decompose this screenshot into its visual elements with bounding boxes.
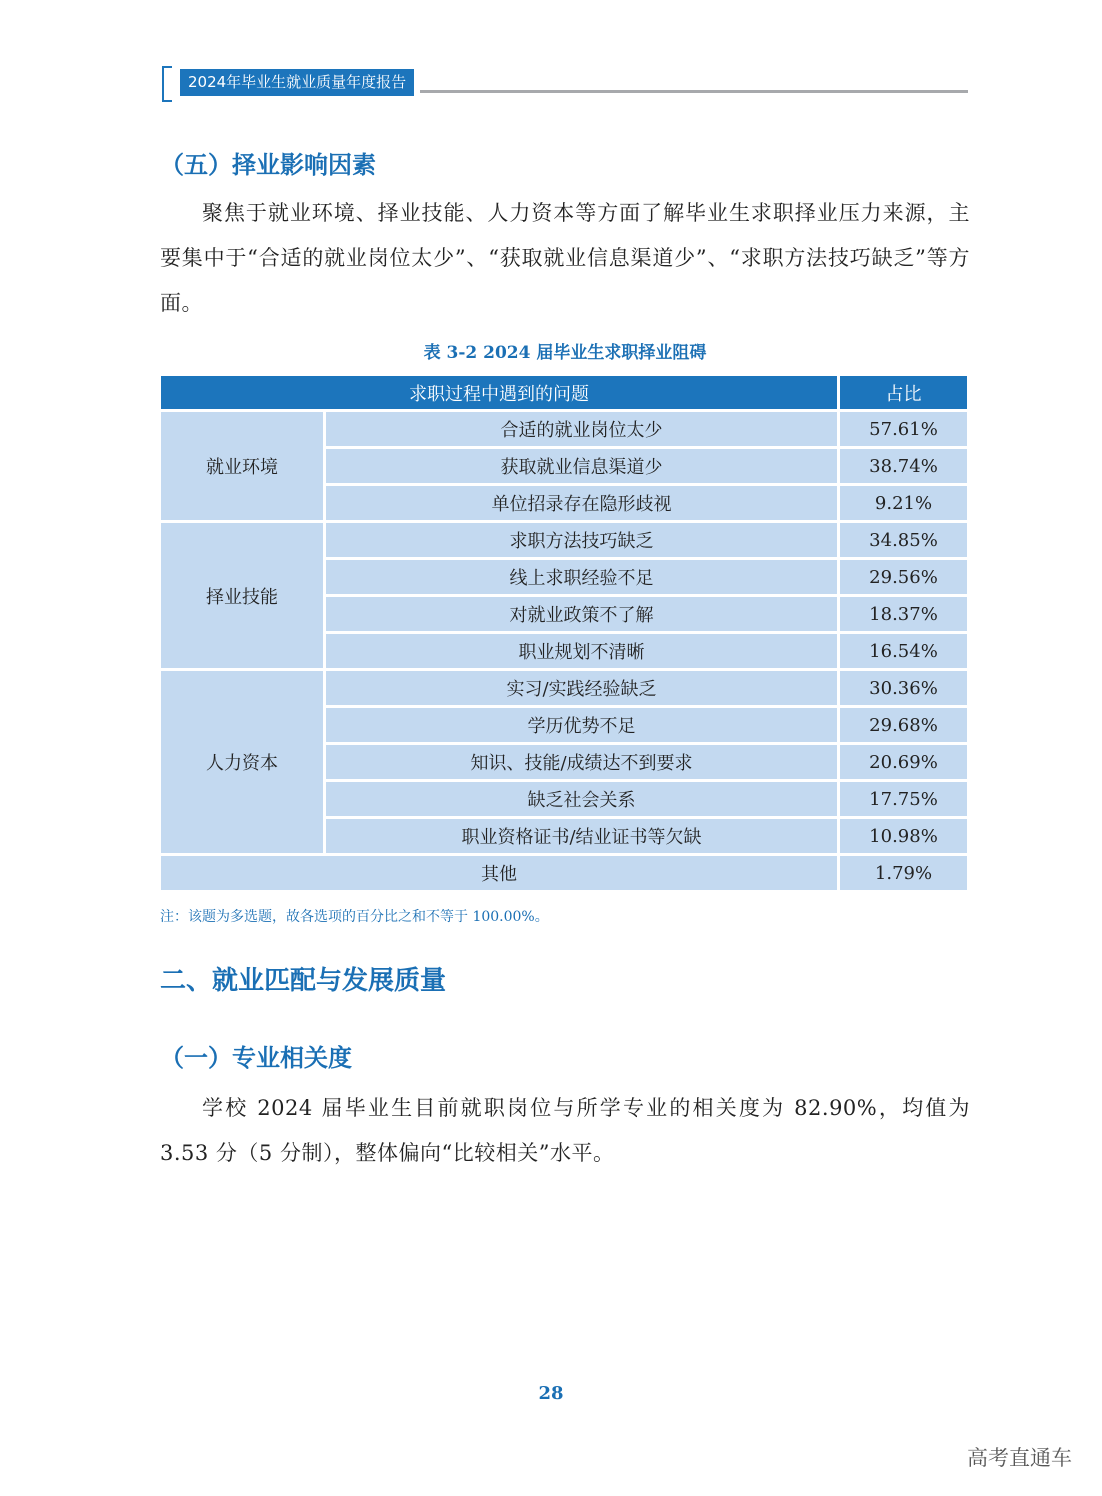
table-row (161, 671, 967, 705)
value-cell: 18.37% (840, 597, 967, 631)
table-row (161, 523, 967, 557)
obstacles-table (158, 373, 970, 893)
item-cell: 对就业政策不了解 (326, 597, 837, 631)
table-row (161, 412, 967, 446)
item-cell-other: 其他 (161, 856, 837, 890)
header-bracket (162, 66, 172, 102)
item-cell: 求职方法技巧缺乏 (326, 523, 837, 557)
item-cell: 线上求职经验不足 (326, 560, 837, 594)
table-row-other (161, 856, 967, 890)
value-cell: 17.75% (840, 782, 967, 816)
column-header-share: 占比 (840, 376, 967, 409)
table-caption: 表 3-2 2024 届毕业生求职择业阻碍 (423, 343, 707, 363)
category-cell: 人力资本 (161, 671, 323, 853)
factors-paragraph: 聚焦于就业环境、择业技能、人力资本等方面了解毕业生求职择业压力来源，主要集中于“合适的就业岗位太少”、“获取就业信息渠道少”、“求职方法技巧缺乏”等方面。 (160, 201, 970, 315)
category-cell: 择业技能 (161, 523, 323, 668)
part-heading-matching: 二、就业匹配与发展质量 (160, 966, 447, 996)
section-heading-factors: （五）择业影响因素 (160, 151, 376, 179)
item-cell: 学历优势不足 (326, 708, 837, 742)
item-cell: 合适的就业岗位太少 (326, 412, 837, 446)
value-cell: 10.98% (840, 819, 967, 853)
value-cell: 20.69% (840, 745, 967, 779)
page-header (162, 66, 968, 100)
category-cell: 就业环境 (161, 412, 323, 520)
item-cell: 知识、技能/成绩达不到要求 (326, 745, 837, 779)
section-heading-relevance: （一）专业相关度 (160, 1044, 352, 1072)
item-cell: 实习/实践经验缺乏 (326, 671, 837, 705)
table-header-row (161, 376, 967, 409)
header-title: 2024年毕业生就业质量年度报告 (180, 69, 414, 96)
value-cell: 29.56% (840, 560, 967, 594)
column-header-problem: 求职过程中遇到的问题 (161, 376, 837, 409)
item-cell: 职业资格证书/结业证书等欠缺 (326, 819, 837, 853)
header-rule (420, 90, 968, 93)
item-cell: 职业规划不清晰 (326, 634, 837, 668)
value-cell: 30.36% (840, 671, 967, 705)
item-cell: 缺乏社会关系 (326, 782, 837, 816)
item-cell: 获取就业信息渠道少 (326, 449, 837, 483)
value-cell: 29.68% (840, 708, 967, 742)
table-note: 注：该题为多选题，故各选项的百分比之和不等于 100.00%。 (160, 909, 549, 925)
page-number: 28 (538, 1383, 564, 1404)
value-cell: 16.54% (840, 634, 967, 668)
watermark: 高考直通车 (967, 1446, 1072, 1470)
relevance-paragraph: 学校 2024 届毕业生目前就职岗位与所学专业的相关度为 82.90%，均值为 3.53 分（5 分制），整体偏向“比较相关”水平。 (160, 1096, 970, 1165)
item-cell: 单位招录存在隐形歧视 (326, 486, 837, 520)
value-cell: 57.61% (840, 412, 967, 446)
value-cell: 9.21% (840, 486, 967, 520)
value-cell: 34.85% (840, 523, 967, 557)
value-cell: 38.74% (840, 449, 967, 483)
value-cell-other: 1.79% (840, 856, 967, 890)
